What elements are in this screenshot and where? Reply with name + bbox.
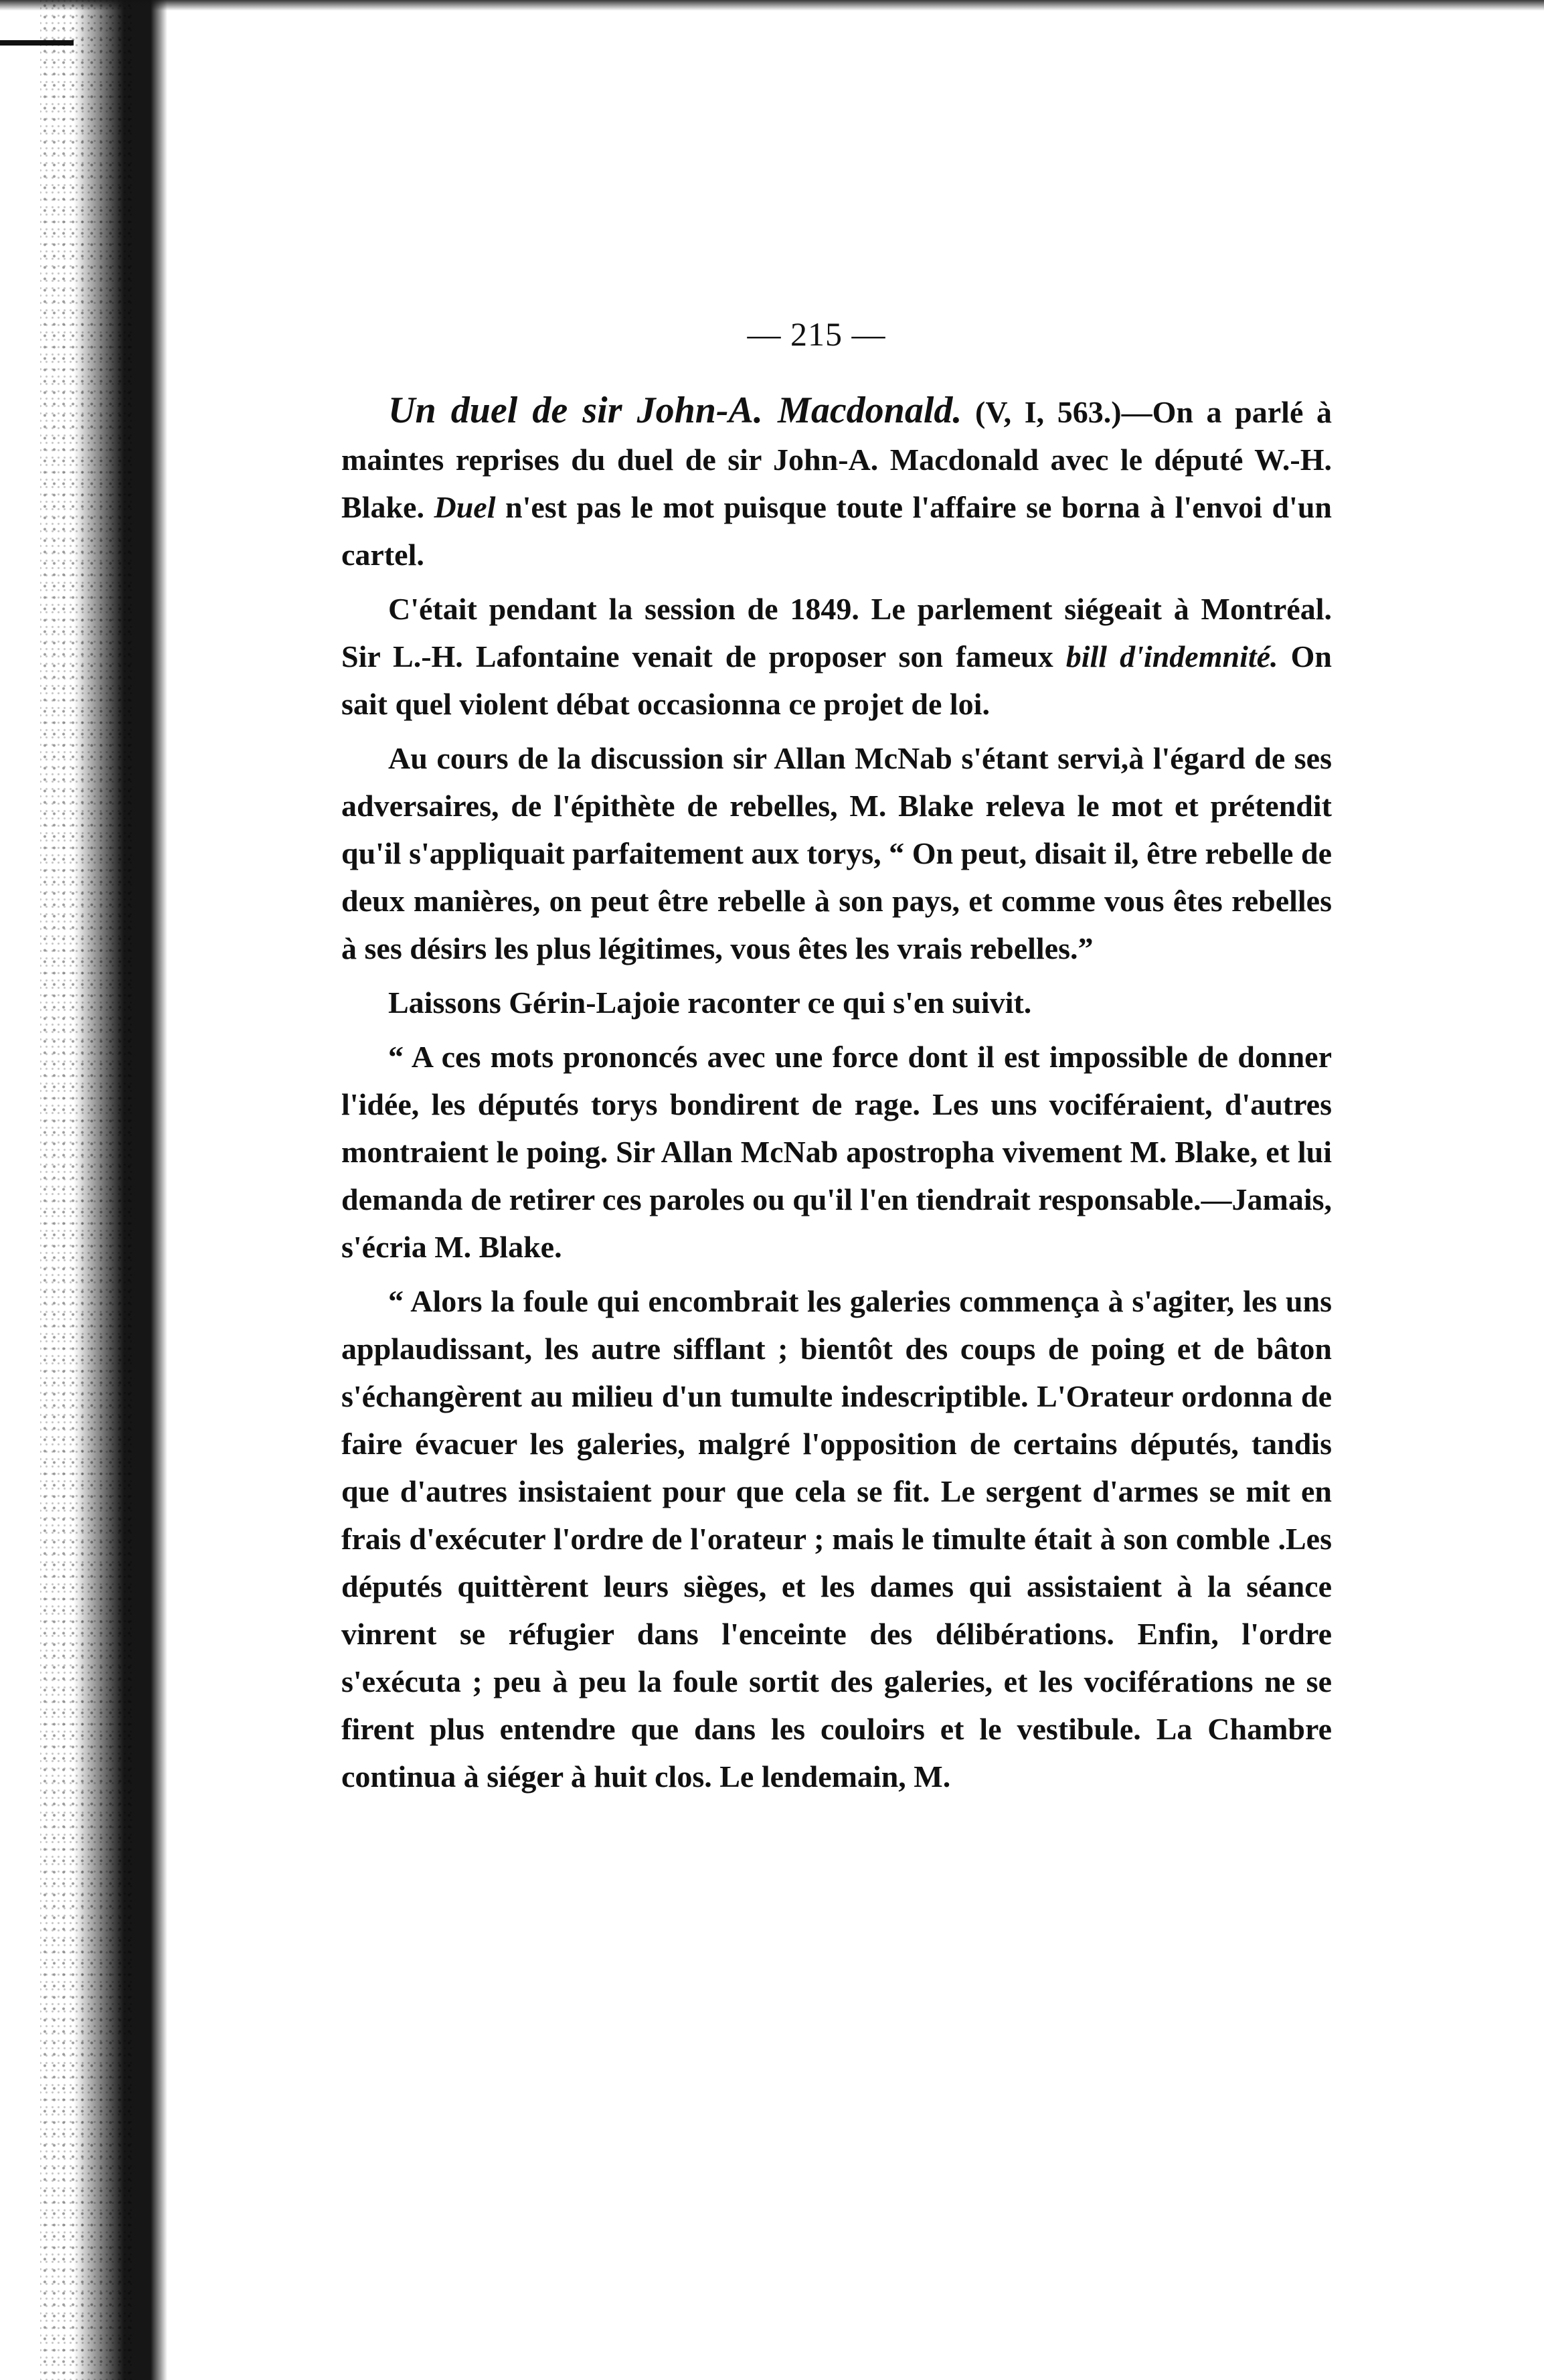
paragraph-1-text: (V, I, 563.)—On a parlé à maintes reprises du duel de sir John-A. Macdonald avec le député W.-H. Blake. bbox=[341, 395, 1332, 524]
paragraph-1-italic: Duel bbox=[434, 490, 496, 524]
paragraph-5: “ A ces mots prononcés avec une force dont il est impossible de donner l'idée, les députés torys bondirent de rage. Les uns vociféraient, d'autres montraient le poing. Sir Allan McNab apostropha vivement M. Blake, et lui demanda de retirer ces paroles ou qu'il l'en tiendrait responsable.—Jamais, s'écria M. Blake. bbox=[341, 1040, 1332, 1264]
paragraph-2-rest: On sait quel violent débat occasionna ce projet de loi. bbox=[341, 639, 1332, 721]
paragraph-2-text: C'était pendant la session de 1849. Le parlement siégeait à Montréal. Sir L.-H. Lafontaine venait de proposer son fameux bbox=[341, 592, 1332, 673]
paragraph-6: “ Alors la foule qui encombrait les galeries commença à s'agiter, les uns applaudissant, les autre sifflant ; bientôt des coups de poing et de bâton s'échangèrent au milieu d'un tumulte indescriptible. L'Orateur ordonna de faire évacuer les galeries, malgré l'opposition de certains députés, tandis que d'autres insistaient pour que cela se fit. Le sergent d'armes se mit en frais d'exécuter l'ordre de l'orateur ; mais le timulte était à son comble .Les députés quittèrent leurs sièges, et les dames qui assistaient à la séance vinrent se réfugier dans l'enceinte des délibérations. Enfin, l'ordre s'exécuta ; peu à peu la foule sortit des galeries, et les vociférations ne se firent plus entendre que dans les couloirs et le vestibule. La Chambre continua à siéger à huit clos. Le lendemain, M. bbox=[341, 1284, 1332, 1794]
text-block bbox=[341, 315, 1332, 1800]
paragraph-4: Laissons Gérin-Lajoie raconter ce qui s'en suivit. bbox=[388, 985, 1032, 1020]
paragraph-3: Au cours de la discussion sir Allan McNab s'étant servi,à l'égard de ses adversaires, de l'épithète de rebelles, M. Blake releva le mot et prétendit qu'il s'appliquait parfaitement aux torys, “ On peut, disait il, être rebelle de deux manières, on peut être rebelle à son pays, et comme vous êtes rebelles à ses désirs les plus légitimes, vous êtes les vrais rebelles.” bbox=[341, 741, 1332, 965]
page-number: — 215 — bbox=[747, 315, 886, 353]
top-edge-shadow bbox=[0, 0, 1544, 11]
paragraph-2-italic: bill d'indemnité. bbox=[1065, 639, 1278, 673]
binding-speckle bbox=[40, 0, 134, 2380]
top-left-rule bbox=[0, 40, 74, 46]
paragraph-1 bbox=[341, 387, 1332, 578]
paragraph-1-rest: n'est pas le mot puisque toute l'affaire se borna à l'envoi d'un cartel. bbox=[341, 490, 1332, 572]
article-title: Un duel de sir John-A. Macdonald. bbox=[388, 390, 962, 431]
paragraph-2 bbox=[341, 585, 1332, 728]
